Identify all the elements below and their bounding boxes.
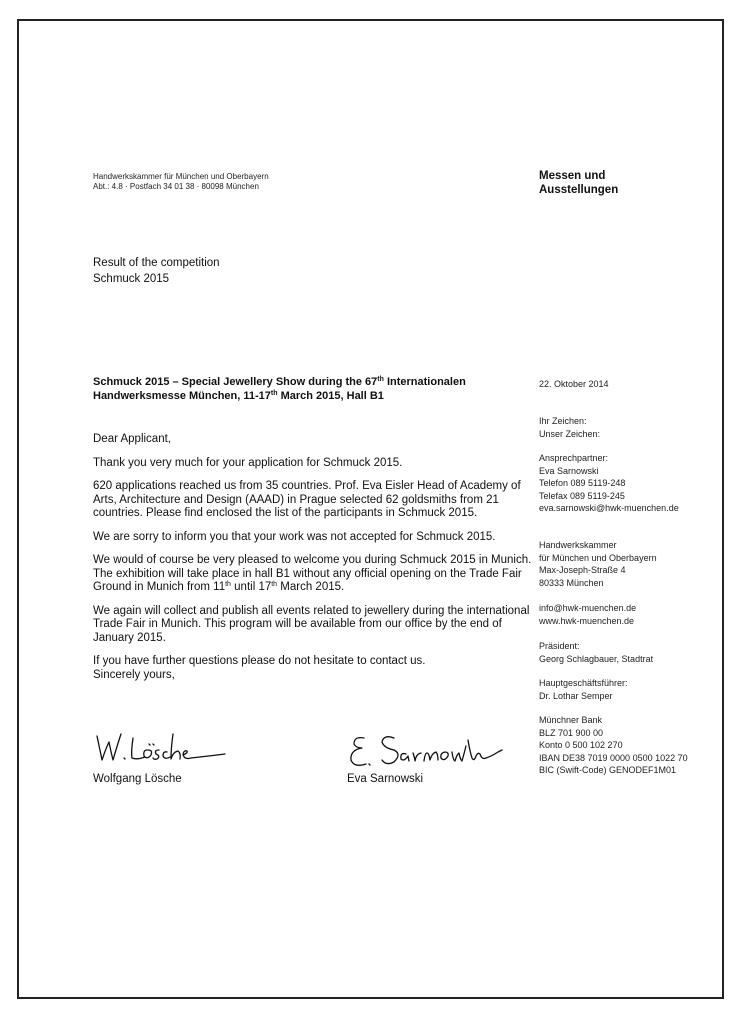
bank-details-block: [539, 714, 688, 777]
signature-eva-sarnowski: [342, 726, 517, 778]
paragraph-3: We are sorry to inform you that your work was not accepted for Schmuck 2015.: [93, 530, 496, 543]
subject-sup-2: th: [270, 390, 278, 397]
contact-label: Ansprechpartner:: [539, 453, 609, 463]
bank-account: Konto 0 500 102 270: [539, 740, 623, 750]
president-name: Georg Schlagbauer, Stadtrat: [539, 653, 654, 664]
closing: [93, 655, 533, 682]
paragraph-4: [93, 554, 533, 595]
ceo-label: Hauptgeschäftsführer:: [539, 678, 628, 688]
org-city: 80333 München: [539, 577, 604, 588]
website-link[interactable]: www.hwk-muenchen.de: [539, 615, 635, 626]
signature-wolfgang-loesche: [91, 726, 231, 770]
president-label: Präsident:: [539, 641, 580, 651]
paragraph-2: 620 applications reached us from 35 countries. Prof. Eva Eisler Head of Academy of Arts, Architecture and Design (AAAD) in Prague selected 62 goldsmiths from 21 countries. Please find enclosed the list of the participants in Schmuck 2015.: [93, 480, 521, 519]
sender-line-1: Handwerkskammer für München und Oberbayern: [93, 172, 269, 181]
paragraph-4-b: until 17: [230, 581, 272, 593]
department-heading: [539, 169, 618, 197]
salutation: Dear Applicant,: [93, 433, 171, 445]
bank-blz: BLZ 701 900 00: [539, 727, 604, 738]
paragraph-1: Thank you very much for your application for Schmuck 2015.: [93, 456, 403, 469]
letter-date: [539, 378, 609, 391]
contact-name: Eva Sarnowski: [539, 465, 599, 476]
org-street: Max-Joseph-Straße 4: [539, 565, 626, 575]
signatory-right-name: Eva Sarnowski: [347, 773, 424, 785]
contact-email[interactable]: eva.sarnowski@hwk-muenchen.de: [539, 503, 679, 513]
recipient-line-1: Result of the competition: [93, 257, 220, 269]
our-reference-label: Unser Zeichen:: [539, 428, 601, 439]
department-line-2: Ausstellungen: [539, 184, 619, 196]
bank-name: Münchner Bank: [539, 715, 603, 725]
date-text: 22. Oktober 2014: [539, 379, 609, 389]
closing-line-1: If you have further questions please do not hesitate to contact us.: [93, 655, 426, 667]
subject-part-3: March 2015, Hall B1: [277, 390, 384, 402]
president-block: [539, 640, 653, 665]
bank-bic: BIC (Swift-Code) GENODEF1M01: [539, 765, 677, 775]
closing-line-2: Sincerely yours,: [93, 668, 175, 681]
paragraph-5: We again will collect and publish all events related to jewellery during the international Trade Fair in Munich. This program will be available from our office by the end of January 2015.: [93, 604, 530, 644]
contact-phone: Telefon 089 5119-248: [539, 478, 626, 488]
letter-page: [17, 19, 724, 999]
your-reference-label: Ihr Zeichen:: [539, 416, 587, 426]
bank-iban: IBAN DE38 7019 0000 0500 1022 70: [539, 752, 688, 763]
paragraph-4-sup-2: th: [271, 581, 278, 588]
sender-address: [93, 172, 269, 192]
subject-part-2: Internationalen Handwerksmesse München, 11-17: [93, 376, 466, 402]
recipient-block: [93, 255, 220, 287]
signatory-left-name: Wolfgang Lösche: [93, 773, 182, 785]
info-email[interactable]: info@hwk-muenchen.de: [539, 603, 637, 613]
organization-address: [539, 539, 657, 589]
paragraph-4-a: We would of course be very pleased to welcome you during Schmuck 2015 in Munich. The exhibition will take place in hall B1 without any official opening on the Trade Fair Ground in Munich from 11: [93, 554, 532, 593]
subject-sup-1: th: [377, 376, 384, 383]
org-name-line-2: für München und Oberbayern: [539, 552, 657, 563]
reference-block: [539, 415, 600, 440]
sender-line-2: Abt.: 4.8 · Postfach 34 01 38 · 80098 München: [93, 182, 259, 191]
contact-fax: Telefax 089 5119-245: [539, 490, 625, 501]
ceo-name: Dr. Lothar Semper: [539, 690, 613, 701]
letter-body: [93, 433, 533, 682]
department-line-1: Messen und: [539, 170, 606, 182]
paragraph-4-sup-1: th: [225, 581, 231, 588]
recipient-line-2: Schmuck 2015: [93, 273, 170, 285]
paragraph-4-c: March 2015.: [277, 581, 345, 593]
ceo-block: [539, 677, 628, 702]
subject-part-1: Schmuck 2015 – Special Jewellery Show during the 67: [93, 376, 378, 388]
web-contact-block: [539, 602, 636, 627]
subject-line: [93, 375, 523, 403]
contact-block: [539, 452, 679, 515]
org-name: Handwerkskammer: [539, 540, 617, 550]
